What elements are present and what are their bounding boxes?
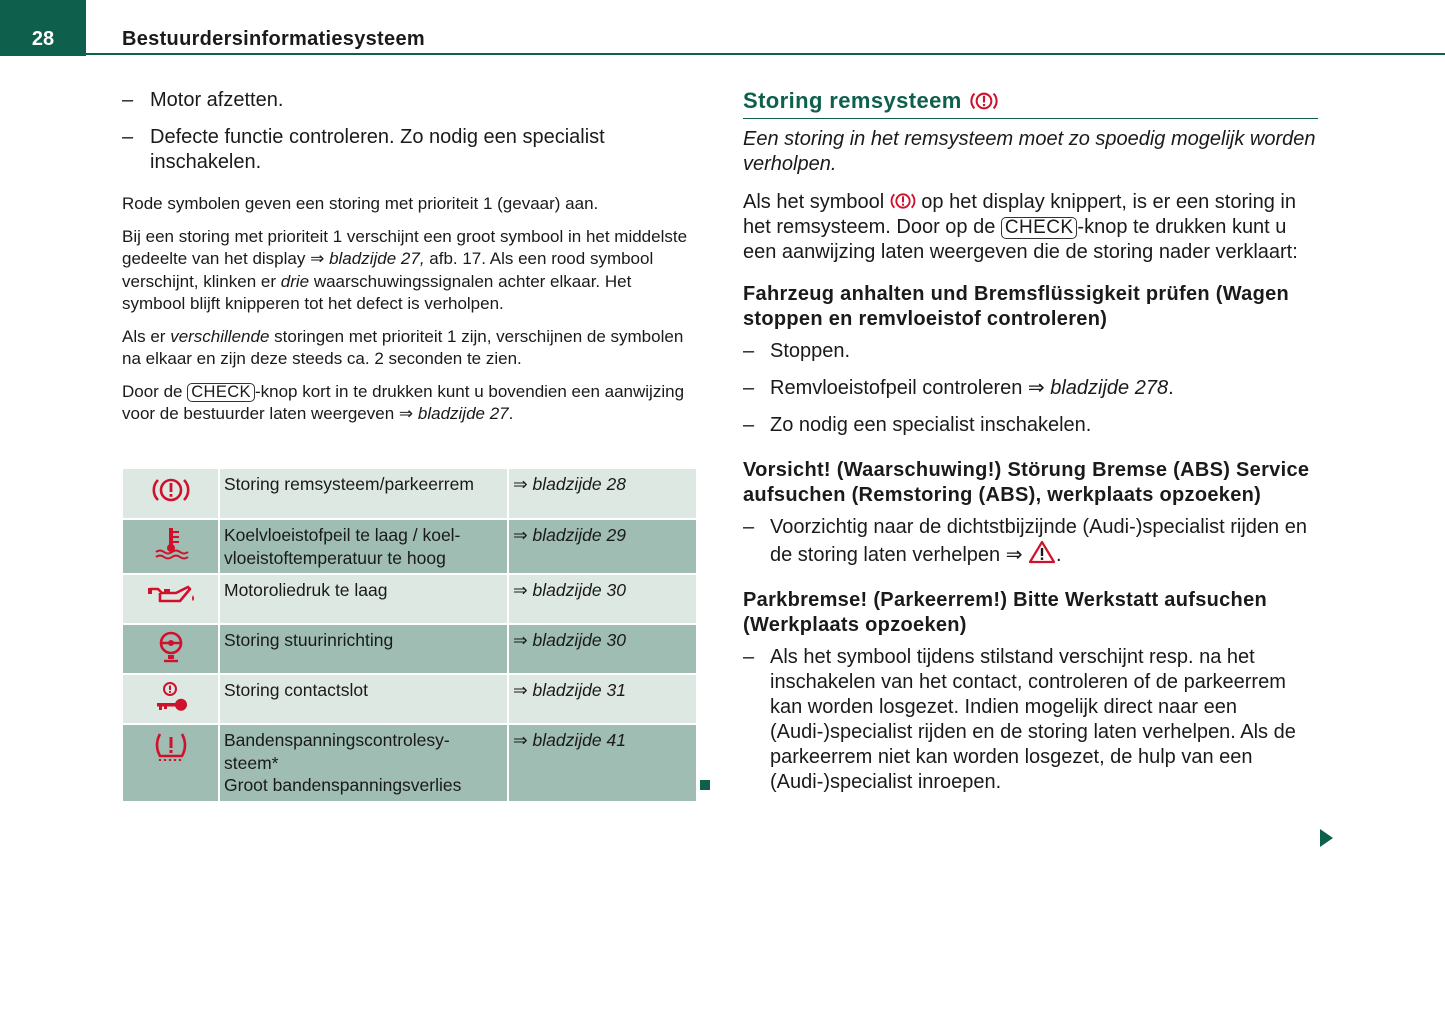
page-reference-link[interactable]: bladzijde 27 bbox=[417, 404, 509, 423]
table-row bbox=[123, 674, 696, 724]
right-column bbox=[743, 86, 1318, 807]
symbol-page-reference[interactable]: ⇒ bladzijde 28 bbox=[508, 469, 696, 519]
brake-warning-icon bbox=[152, 475, 190, 505]
subheading: Vorsicht! (Waarschuwing!) Störung Bremse (ABS) Service aufsuchen (Remstoring (ABS), werkplaats opzoeken) bbox=[743, 459, 1310, 506]
oil-pressure-icon bbox=[146, 581, 196, 609]
list-item: – Voorzichtig naar de dichtstbijzijnde (Audi-)specialist rijden en de storing laten verhelpen ⇒ . bbox=[743, 516, 1307, 566]
symbol-page-reference[interactable]: ⇒ bladzijde 41 bbox=[508, 724, 696, 802]
table-icon-cell bbox=[123, 724, 219, 802]
table-icon-cell bbox=[123, 519, 219, 574]
table-row bbox=[123, 574, 696, 624]
section-end-marker bbox=[700, 780, 710, 790]
ignition-lock-icon bbox=[153, 681, 189, 715]
symbol-description: Storing contactslot bbox=[219, 674, 508, 724]
symbol-description: Storing stuurinrichting bbox=[219, 624, 508, 674]
table-row bbox=[123, 519, 696, 574]
cross-reference-arrow: ⇒ bbox=[398, 404, 414, 423]
list-item: – Remvloeistofpeil controleren ⇒ bladzijde 278. bbox=[743, 377, 1174, 399]
brake-warning-icon bbox=[970, 90, 998, 112]
symbol-description: Storing remsysteem/parkeerrem bbox=[219, 469, 508, 519]
cross-reference-arrow: ⇒ bbox=[1005, 544, 1023, 566]
paragraph: Bij een storing met prioriteit 1 verschijnt een groot symbool in het middelste gedeelte van het display ⇒ bladzijde 27, afb. 17. Als een rood symbool verschijnt, klinken er drie waarschuwingssignalen achter elkaar. Het symbool blijft knipperen tot het defect is verholpen. bbox=[122, 226, 688, 313]
table-icon-cell bbox=[123, 674, 219, 724]
page-header-title: Bestuurdersinformatiesysteem bbox=[122, 28, 425, 50]
list-item: – Zo nodig een specialist inschakelen. bbox=[743, 414, 1092, 436]
list-item: – Motor afzetten. bbox=[122, 89, 284, 111]
table-icon-cell bbox=[123, 469, 219, 519]
symbol-page-reference[interactable]: ⇒ bladzijde 29 bbox=[508, 519, 696, 574]
symbol-page-reference[interactable]: ⇒ bladzijde 30 bbox=[508, 574, 696, 624]
table-icon-cell bbox=[123, 624, 219, 674]
paragraph: Als het symbool op het display knippert, is er een storing in het remsysteem. Door op de CHECK -knop te drukken kunt u een aanwijzing laten weergeven die de storing nader verklaart: bbox=[743, 191, 1298, 263]
cross-reference-arrow: ⇒ bbox=[310, 249, 325, 268]
tire-pressure-icon bbox=[153, 731, 189, 763]
section-title: Storing remsysteem bbox=[743, 86, 1318, 119]
list-item: – Als het symbool tijdens stilstand verschijnt resp. na het inschakelen van het contact, controleren of de parkeerrem kan worden losgezet. Indien mogelijk direct naar een (Audi-)specialist rijden en de storing laten verhelpen. Als de parkeerrem niet kan worden losgezet, de hulp van een (Audi-)specialist inroepen. bbox=[743, 646, 1296, 793]
subheading: Parkbremse! (Parkeerrem!) Bitte Werkstatt aufsuchen (Werkplaats opzoeken) bbox=[743, 589, 1268, 636]
symbol-page-reference[interactable]: ⇒ bladzijde 31 bbox=[508, 674, 696, 724]
check-key-label: CHECK bbox=[187, 383, 255, 402]
warning-triangle-icon[interactable] bbox=[1028, 540, 1056, 564]
warning-symbol-table bbox=[123, 469, 696, 803]
symbol-page-reference[interactable]: ⇒ bladzijde 30 bbox=[508, 624, 696, 674]
symbol-description: Motoroliedruk te laag bbox=[219, 574, 508, 624]
cross-reference-arrow: ⇒ bbox=[1027, 377, 1045, 399]
list-item: – Defecte functie controleren. Zo nodig een specialist inschakelen. bbox=[122, 126, 605, 173]
symbol-description: Bandenspanningscontrolesy- steem* Groot bandenspanningsverlies bbox=[219, 724, 508, 802]
paragraph: Als er verschillende storingen met prioriteit 1 zijn, verschijnen de symbolen na elkaar en zijn deze steeds ca. 2 seconden te zien. bbox=[122, 326, 684, 368]
page-reference-link[interactable]: bladzijde 27, bbox=[329, 249, 425, 268]
page-reference-link[interactable]: bladzijde 278 bbox=[1050, 377, 1169, 399]
coolant-temperature-icon bbox=[153, 526, 189, 560]
next-page-arrow-icon[interactable] bbox=[1320, 829, 1333, 847]
paragraph: Door de CHECK -knop kort in te drukken kunt u bovendien een aanwijzing voor de bestuurder laten weergeven ⇒ bladzijde 27. bbox=[122, 381, 685, 423]
table-row bbox=[123, 469, 696, 519]
paragraph: Rode symbolen geven een storing met prioriteit 1 (gevaar) aan. bbox=[122, 194, 599, 213]
table-icon-cell bbox=[123, 574, 219, 624]
steering-fault-icon bbox=[156, 631, 186, 665]
symbol-description: Koelvloeistofpeil te laag / koel- vloeistoftemperatuur te hoog bbox=[219, 519, 508, 574]
list-item: – Stoppen. bbox=[743, 340, 851, 362]
left-column bbox=[122, 88, 697, 436]
page-number: 28 bbox=[31, 28, 55, 50]
brake-warning-icon bbox=[890, 191, 916, 211]
subheading: Fahrzeug anhalten und Bremsflüssigkeit prüfen (Wagen stoppen en remvloeistof controleren) bbox=[743, 283, 1290, 330]
table-row bbox=[123, 624, 696, 674]
section-lead: Een storing in het remsysteem moet zo spoedig mogelijk worden verholpen. bbox=[743, 128, 1316, 175]
table-row bbox=[123, 724, 696, 802]
check-key-label: CHECK bbox=[1001, 217, 1078, 239]
header-rule bbox=[86, 53, 1445, 55]
